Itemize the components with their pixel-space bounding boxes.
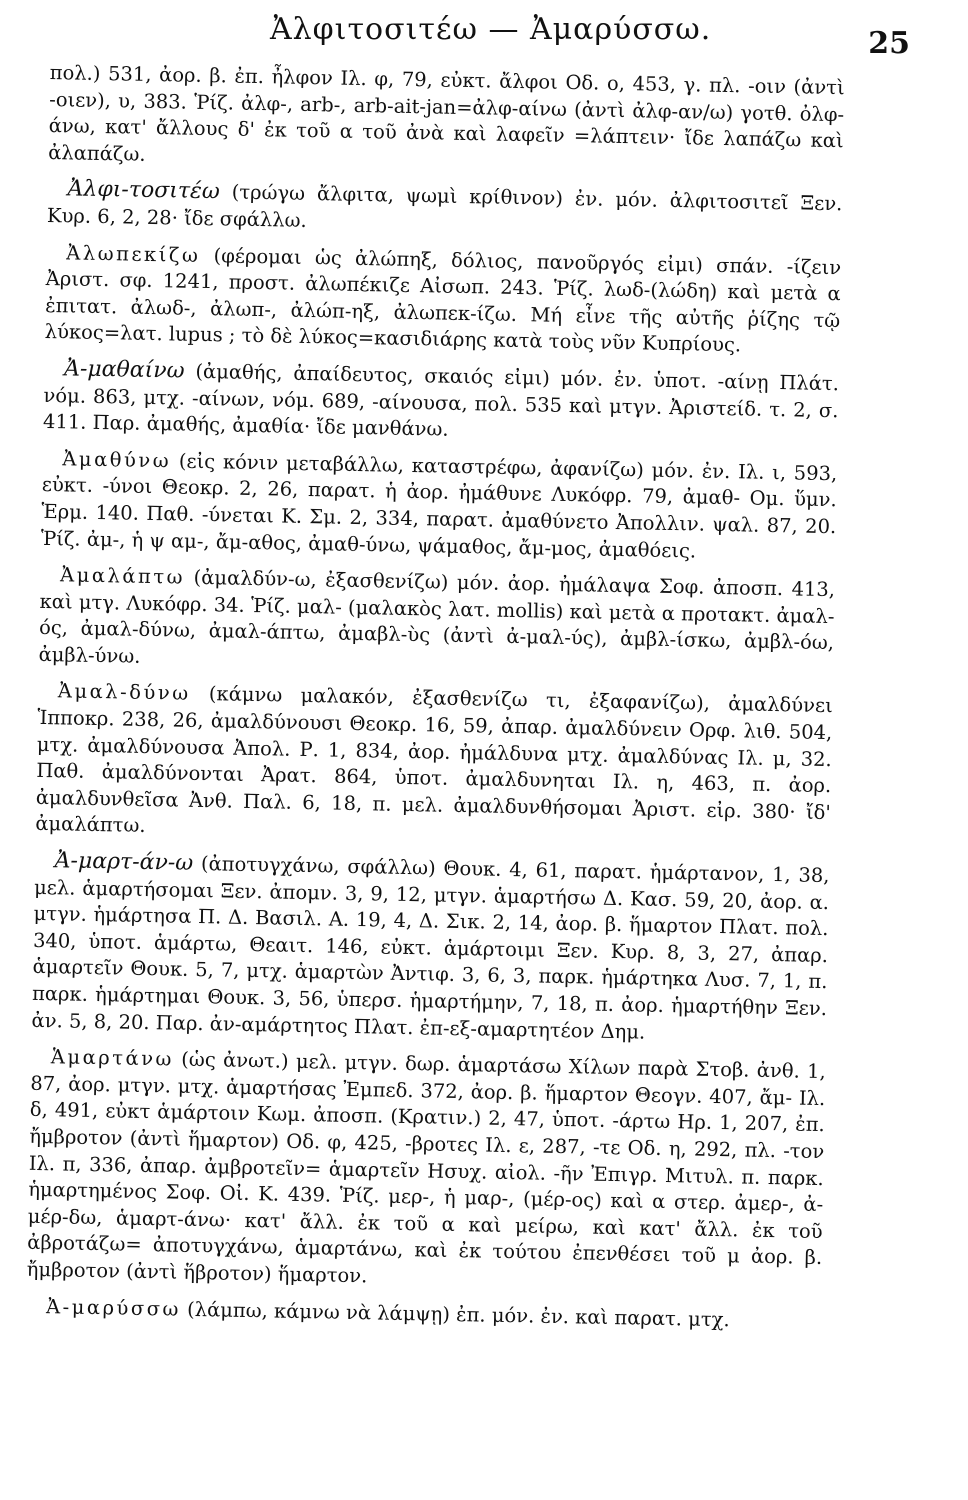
entry-text: (εἰς κόνιν μεταβάλλω, καταστρέφω, ἀφανίζω) μόν. ἐν. Ιλ. ι, 593, εὐκτ. -ύνοι Θεοκρ. 2, 26, παρατ. ἡ ἀορ. ἠμάθυνε Λυκόφρ. 79, ἀμαθ- Ομ. ὕμν. Ἑρμ. 140. Παθ. -ύνεται Κ. Σμ. 2, 334, παρατ. ἀμαθύνετο Ἀπολλιν. ψαλ. 87, 20. Ῥίζ. ἀμ-, ἡ ψ αμ-, ἄμ-αθος, ἀμαθ-ύνω, ψάμαθος, ἄμ-μος, ἀμαθόεις. [40,449,838,562]
entry-continuation [48,60,845,182]
entry-text: (φέρομαι ὡς ἀλώπηξ, δόλιος, πανοῦργός εἰμι) σπάν. -ίζειν Ἀριστ. σφ. 1241, προστ. ἀλωπέκιζε Αἰσωπ. 243. Ῥίζ. λωδ-(λώδη) καὶ μετὰ α ἐπιτατ. ἀλωδ-, ἀλωπ-, ἀλώπ-ηξ, ἀλωπεκ-ίζω. Μή εἶνε τῆς αὐτῆς ῥίζης τῷ λύκος=λατ. lupus ; τὸ δὲ λύκος=κασιδιάρης κατὰ τοὺς νῦν Κυπρίους. [44,243,842,357]
page-title: Ἀλφιτοσιτέω — Ἀμαρύσσω. [270,12,712,47]
entry-amalapto [38,562,835,684]
page-number: 25 [868,26,910,61]
entry-text: (ἀμαθής, ἀπαίδευτος, σκαιός εἰμι) μόν. ἐν. ὑποτ. -αίνῃ Πλάτ. νόμ. 863, μτχ. -αίνων, νόμ. 689, -αίνουσα, πολ. 535 καὶ μτγν. Ἀριστείδ. τ. 2, σ. 411. Παρ. ἀμαθής, ἀμαθία· ἴδε μανθάνω. [42,359,840,441]
entry-lemma: Ἀ-μαθαίνω [63,356,185,384]
entry-text: (κάμνω μαλακόν, ἐξασθενίζω τι, ἐξαφανίζω), ἀμαλδύνει Ἱπποκρ. 238, 26, ἀμαλδύνουσι Θεοκρ. 16, 59, ἀπαρ. ἀμαλδύνειν Ορφ. λιθ. 504, μτχ. ἀμαλδύνουσα Ἀπολ. Ρ. 1, 834, ἀορ. ἠμάλδυνα μτχ. ἀμαλδύνας Ιλ. μ, 32. Παθ. ἀμαλδύνονται Ἀρατ. 864, ὑποτ. ἀμαλδυνηται Ιλ. η, 463, π. ἀορ. ἀμαλδυνθεῖσα Ἀνθ. Παλ. 6, 18, π. μελ. ἀμαλδυνθήσομαι Ἀριστ. εἰρ. 380· ἴδ' ἀμαλάπτω. [35,682,833,838]
entry-amathyno [41,446,838,568]
entry-amartano-epic [27,1044,826,1299]
entry-amaldyno [35,678,833,853]
entry-alopekizo [45,240,842,362]
entry-text: (λάμπω, κάμνω νὰ λάμψῃ) ἐπ. μόν. ἐν. καὶ παρατ. μτχ. [186,1297,730,1331]
entry-lemma: Ἀλφι-τοσιτέω [67,176,221,205]
entry-lemma: Ἁμαρτάνω [50,1045,175,1071]
entry-lemma: Ἀμαλ-δύνω [57,679,191,706]
entry-lemma: Ἀλωπεκίζω [66,240,201,267]
entry-lemma: Ἀμαλάπτω [59,563,186,589]
entry-lemma: Ἀ-μαρτ-άν-ω [54,848,194,876]
entry-lemma: Ἀ-μαρύσσω [45,1294,182,1321]
entry-alphitositeo [47,176,843,244]
entry-text: (τρώγω ἄλφιτα, ψωμὶ κρίθινον) ἐν. μόν. ἀλφιτοσιτεῖ Ξεν. Κυρ. 6, 2, 28· ἴδε σφάλλω. [46,180,843,232]
entry-text: (ἀποτυγχάνω, σφάλλω) Θουκ. 4, 61, παρατ. ἡμάρτανον, 1, 38, μελ. ἁμαρτήσομαι Ξεν. ἀπομν. 3, 9, 12, μτγν. ἁμαρτήσω Δ. Κασ. 59, 20, ἀορ. α. μτγν. ἡμάρτησα Π. Δ. Βασιλ. Α. 19, 4, Δ. Σικ. 2, 14, ἀορ. β. ἥμαρτον Πλατ. πολ. 340, ὑποτ. ἁμάρτω, Θεαιτ. 146, εὐκτ. ἁμάρτοιμι Ξεν. Κυρ. 8, 3, 27, ἀπαρ. ἁμαρτεῖν Θουκ. 5, 7, μτχ. ἁμαρτὼν Ἀντιφ. 3, 6, 3, παρκ. ἡμάρτηκα Λυσ. 7, 1, π. παρκ. ἡμάρτημαι Θουκ. 3, 56, ὑπερσ. ἡμαρτήμην, 7, 18, π. ἀορ. ἡμαρτήθην Ξεν. ἀν. 5, 8, 20. Παρ. ἀν-αμάρτητος Πλατ. ἐπ-εξ-αμαρτητέον Δημ. [31,852,830,1044]
running-head [50,6,910,62]
dictionary-body [26,60,845,1345]
entry-lemma: Ἀμαθύνω [62,447,172,473]
entry-amartano-main [31,848,829,1049]
entry-amarysso [26,1293,821,1335]
entry-text: (ἀμαλδύν-ω, ἐξασθενίζω) μόν. ἀορ. ἠμάλαψα Σοφ. ἀποσπ. 413, καὶ μτγ. Λυκόφρ. 34. Ῥίζ. μαλ- (μαλακὸς λατ. mollis) καὶ μετὰ α προτακτ. ἀμαλ-ός, ἀμαλ-δύνω, ἀμαλ-άπτω, ἀμαβλ-ὺς (ἀντὶ ἀ-μαλ-ύς), ἀμβλ-ίσκω, ἀμβλ-όω, ἀμβλ-ύνω. [38,565,836,668]
entry-amathaino [43,356,839,451]
entry-text: πολ.) 531, ἀορ. β. ἐπ. ἦλφον Ιλ. φ, 79, εὐκτ. ἄλφοι Οδ. ο, 453, γ. πλ. -οιν (ἀντὶ -οιεν), υ, 383. Ῥίζ. ἀλφ-, arb-, arb-ait-jan=ἀλφ-αίνω (ἀντὶ ἀλφ-αν/ω) γοτθ. ὀλφ-άνω, κατ' ἄλλους δ' ἐκ τοῦ α τοῦ ἀνὰ καὶ λαφεῖν =λάπτειν· ἴδε λαπάζω καὶ ἀλαπάζω. [48,60,845,166]
entry-text: (ὡς ἀνωτ.) μελ. μτγν. δωρ. ἁμαρτάσω Χίλων παρὰ Στοβ. ἀνθ. 1, 87, ἀορ. μτγν. μτχ. ἁμαρτήσας Ἐμπεδ. 372, ἀορ. β. ἥμαρτον Θεογν. 407, ἄμ- Ιλ. δ, 491, εὐκτ ἁμάρτοιν Κωμ. ἀποσπ. (Κρατιν.) 2, 47, ὑποτ. -άρτω Ηρ. 1, 207, ἐπ. ἤμβροτον (ἀντὶ ἥμαρτον) Οδ. φ, 425, -βροτες Ιλ. ε, 287, -τε Οδ. η, 292, πλ. -τον Ιλ. π, 336, ἀπαρ. ἀμβροτεῖν= ἁμαρτεῖν Ησυχ. αἰολ. -ῆν Ἐπιγρ. Μιτυλ. π. παρκ. ἡμαρτημένος Σοφ. Οἰ. Κ. 439. Ῥίζ. μερ-, ἡ μαρ-, (μέρ-ος) καὶ α στερ. ἀμερ-, ἀ-μέρ-δω, ἁμαρτ-άνω· κατ' ἄλλ. ἐκ τοῦ α καὶ μείρω, καὶ κατ' ἄλλ. ἐκ τοῦ ἀβροτάζω= ἀποτυγχάνω, ἁμαρτάνω, καὶ ἐκ τούτου ἐπενθέσει τοῦ μ ἀορ. β. ἤμβροτον (ἀντὶ ἥβροτον) ἥμαρτον. [26,1047,826,1288]
